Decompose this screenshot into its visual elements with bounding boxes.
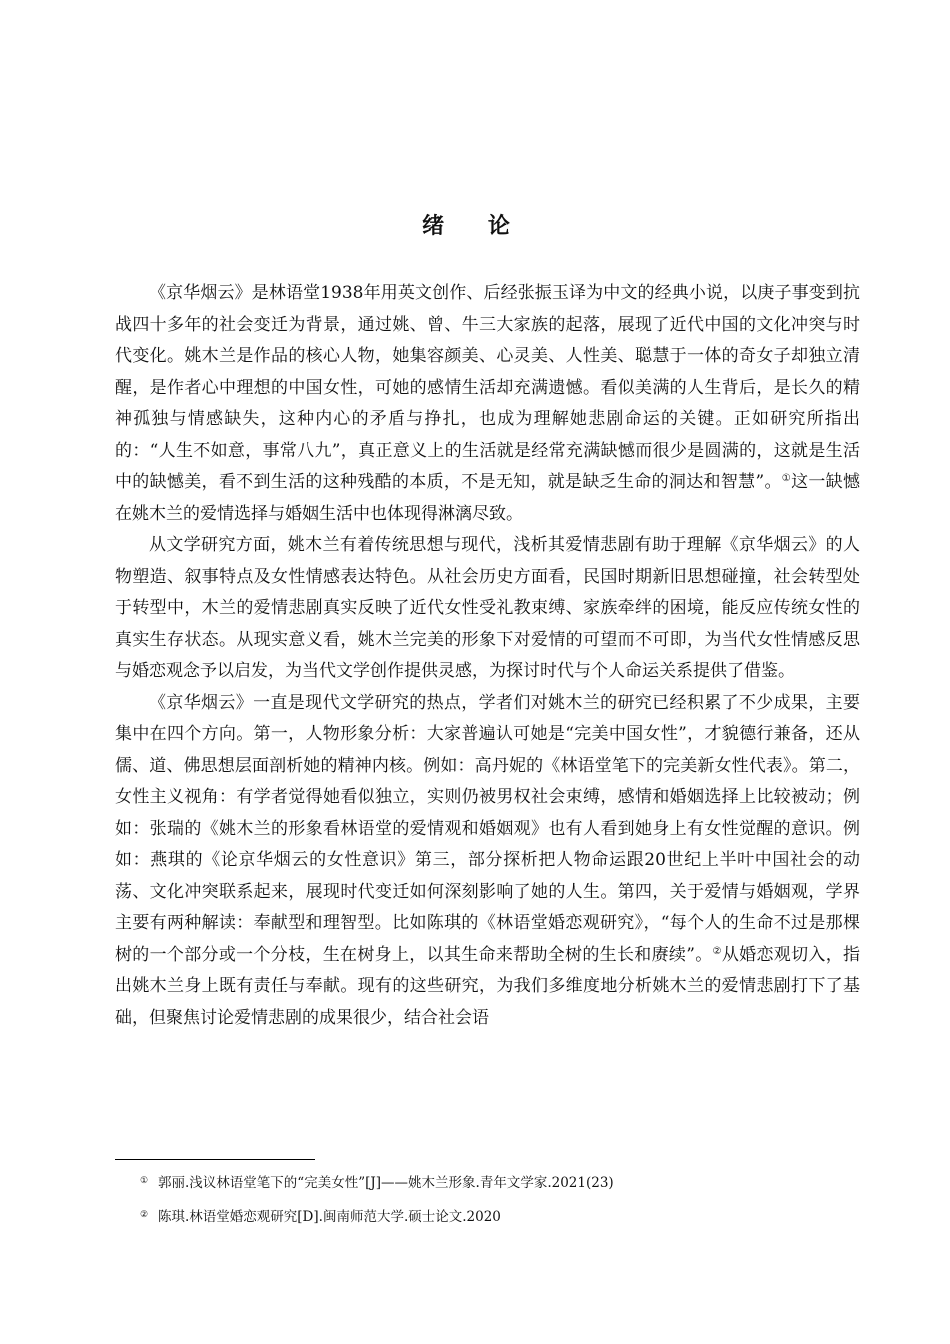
footnote-ref-1[interactable]: ① — [781, 473, 792, 484]
footnote-ref-2[interactable]: ② — [712, 945, 722, 957]
footnote-divider — [115, 1159, 315, 1160]
footnote-1-mark: ① — [140, 1176, 149, 1186]
footnote-2 — [140, 1206, 860, 1226]
paragraph-2 — [115, 530, 860, 688]
paragraph-1-text: 《京华烟云》是林语堂1938年用英文创作、后经张振玉译为中文的经典小说，以庚子事变到抗战四十多年的社会变迁为背景，通过姚、曾、牛三大家族的起落，展现了近代中国的文化冲突与时代变化。姚木兰是作品的核心人物，她集容颜美、心灵美、人性美、聪慧于一体的奇女子却独立清醒，是作者心中理想的中国女性，可她的感情生活却充满遗憾。看似美满的人生背后，是长久的精神孤独与情感缺失，这种内心的矛盾与挣扎，也成为理解她悲剧命运的关键。正如研究所指出的：“人生不如意，事常八九”，真正意义上的生活就是经常充满缺憾而很少是圆满的，这就是生活中的缺憾美，看不到生活的这种残酷的本质，不是无知，就是缺乏生命的洞达和智慧”。 — [115, 283, 860, 492]
footnote-2-mark: ② — [140, 1210, 149, 1220]
footnote-2-text: 陈琪.林语堂婚恋观研究[D].闽南师范大学.硕士论文.2020 — [158, 1209, 501, 1225]
section-title: 绪 论 — [422, 213, 528, 239]
footnotes — [140, 1172, 860, 1240]
paragraph-2-text: 从文学研究方面，姚木兰有着传统思想与现代，浅析其爱情悲剧有助于理解《京华烟云》的人物塑造、叙事特点及女性情感表达特色。从社会历史方面看，民国时期新旧思想碰撞，社会转型处于转型中，木兰的爱情悲剧真实反映了近代女性受礼教束缚、家族牵绊的困境，能反应传统女性的真实生存状态。从现实意义看，姚木兰完美的形象下对爱情的可望而不可即，为当代女性情感反思与婚恋观念予以启发，为当代文学创作提供灵感，为探讨时代与个人命运关系提供了借鉴。 — [115, 535, 860, 681]
paragraph-3 — [115, 688, 860, 1035]
paragraph-1 — [115, 278, 860, 530]
footnote-1 — [140, 1172, 860, 1192]
body-text — [115, 278, 860, 1034]
footnote-1-text: 郭丽.浅议林语堂笔下的“完美女性”[J]——姚木兰形象.青年文学家.2021(23) — [158, 1175, 614, 1191]
paragraph-1-tail: 这一缺憾在姚木兰的爱情选择与婚姻生活中也体现得淋漓尽致。 — [115, 472, 860, 524]
paragraph-3-tail: 从婚恋观切入，指出姚木兰身上既有责任与奉献。现有的这些研究，为我们多维度地分析姚木兰的爱情悲剧打下了基础，但聚焦讨论爱情悲剧的成果很少，结合社会语 — [115, 944, 860, 1028]
paragraph-3-text: 《京华烟云》一直是现代文学研究的热点，学者们对姚木兰的研究已经积累了不少成果，主要集中在四个方向。第一，人物形象分析：大家普遍认可她是“完美中国女性”，才貌德行兼备，还从儒、道、佛思想层面剖析她的精神内核。例如：高丹妮的《林语堂笔下的完美新女性代表》。第二，女性主义视角：有学者觉得她看似独立，实则仍被男权社会束缚，感情和婚姻选择上比较被动；例如：张瑞的《姚木兰的形象看林语堂的爱情观和婚姻观》也有人看到她身上有女性觉醒的意识。例如：燕琪的《论京华烟云的女性意识》第三，部分探析把人物命运跟20世纪上半叶中国社会的动荡、文化冲突联系起来，展现时代变迁如何深刻影响了她的人生。第四，关于爱情与婚姻观，学界主要有两种解读：奉献型和理智型。比如陈琪的《林语堂婚恋观研究》，“每个人的生命不过是那棵树的一个部分或一个分枝，生在树身上，以其生命来帮助全树的生长和赓续”。 — [115, 692, 860, 965]
